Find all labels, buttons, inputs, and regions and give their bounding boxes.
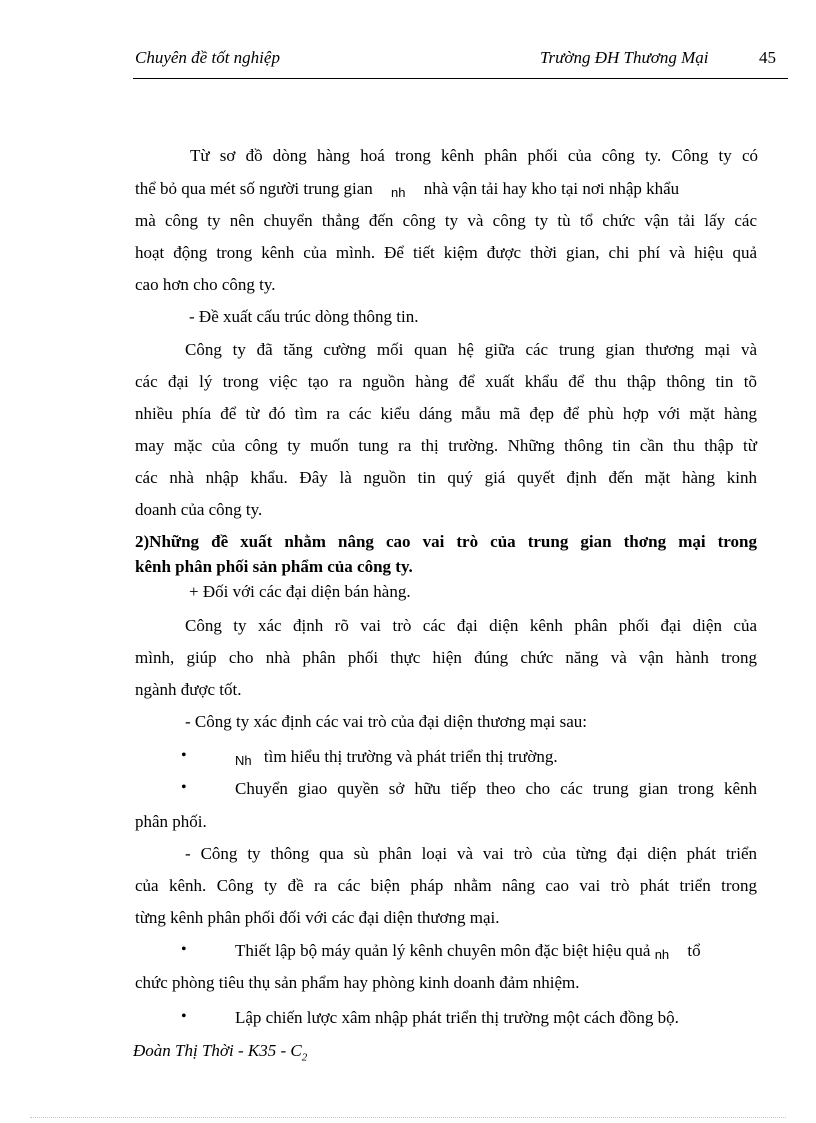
paragraph-3-line-6: doanh của công ty. — [135, 500, 263, 519]
paragraph-1-line-4: hoạt động trong kênh của mình. Để tiết kiệm được thời gian, chi phí và hiệu quả — [135, 243, 757, 262]
section-heading-line-1: 2)Những đề xuất nhằm nâng cao vai trò của trung gian thơng mại trong — [135, 532, 757, 551]
bullet-4-text: Lập chiến lược xâm nhập phát triển thị trường một cách đồng bộ. — [235, 1008, 679, 1027]
bullet-3: • — [181, 941, 187, 958]
paragraph-1-line-2a: thể bỏ qua mét số người trung gian — [135, 179, 373, 198]
paragraph-3-line-5: các nhà nhập khẩu. Đây là nguồn tin quý giá quyết định đến mặt hàng kinh — [135, 468, 757, 487]
footer-subscript: 2 — [301, 1051, 308, 1064]
bullet-3-line-1b: tổ — [687, 941, 701, 960]
page-number: 45 — [759, 48, 776, 67]
nh-subscript: Nh — [235, 753, 252, 768]
paragraph-5-line-3: ngành được tốt. — [135, 680, 242, 699]
paragraph-7-line-3: từng kênh phân phối đối với các đại diện thương mại. — [135, 908, 500, 927]
nh-subscript: nh — [391, 185, 406, 200]
section-heading-line-2: kênh phân phối sản phẩm của công ty. — [135, 557, 413, 576]
paragraph-7-line-2: của kênh. Công ty đề ra các biện pháp nhằm nâng cao vai trò phát triển trong — [135, 876, 757, 895]
bullet-2: • — [181, 779, 187, 796]
proposal-info-flow: - Đề xuất cấu trúc dòng thông tin. — [189, 307, 419, 326]
page-bottom-border — [30, 1117, 786, 1118]
bullet-3-line-1 — [235, 942, 816, 961]
paragraph-3-line-2: các đại lý trong việc tạo ra nguồn hàng để xuất khẩu để thu thập thông tin tõ — [135, 372, 757, 391]
nh-subscript: nh — [654, 947, 670, 962]
paragraph-1-line-3: mà công ty nên chuyển thẳng đến công ty và công ty tù tổ chức vận tải lấy các — [135, 211, 757, 230]
bullet-1: • — [181, 747, 187, 764]
bullet-3-line-2: chức phòng tiêu thụ sản phẩm hay phòng kinh doanh đảm nhiệm. — [135, 973, 580, 992]
header-title-right: Trường ĐH Thương Mại — [540, 48, 709, 67]
paragraph-5-line-2: mình, giúp cho nhà phân phối thực hiện đúng chức năng và vận hành trong — [135, 648, 757, 667]
paragraph-1-line-2b: nhà vận tải hay kho tại nơi nhập khẩu — [423, 179, 680, 198]
bullet-1-text — [235, 748, 816, 767]
paragraph-1-line-5: cao hơn cho công ty. — [135, 275, 276, 294]
paragraph-1-line-1: Từ sơ đồ dòng hàng hoá trong kênh phân phối của công ty. Công ty có — [190, 146, 758, 165]
roles-intro: - Công ty xác định các vai trò của đại diện thương mại sau: — [185, 712, 588, 731]
header-title-left: Chuyên đề tốt nghiệp — [135, 48, 280, 67]
footer-author: Đoàn Thị Thời - K35 - C — [133, 1041, 302, 1060]
page-footer — [133, 1041, 307, 1063]
header-rule — [133, 78, 788, 79]
bullet-2-line-2: phân phối. — [135, 812, 207, 831]
bullet-4: • — [181, 1008, 187, 1025]
bullet-3-line-1a: Thiết lập bộ máy quản lý kênh chuyên môn đặc biệt hiệu quả — [235, 941, 651, 960]
paragraph-3-line-1: Công ty đã tăng cường mối quan hệ giữa các trung gian thương mại và — [185, 340, 757, 359]
paragraph-3-line-3: nhiều phía để từ đó tìm ra các kiểu dáng mẫu mã đẹp để phù hợp với mặt hàng — [135, 404, 757, 423]
bullet-1-body: tìm hiểu thị trường và phát triển thị trường. — [263, 747, 558, 766]
paragraph-7-line-1: - Công ty thông qua sù phân loại và vai trò của từng đại diện phát triển — [185, 844, 757, 863]
paragraph-1-line-2 — [135, 180, 757, 199]
bullet-2-line-1: Chuyển giao quyền sở hữu tiếp theo cho các trung gian trong kênh — [235, 779, 757, 798]
paragraph-3-line-4: may mặc của công ty muốn tung ra thị trường. Những thông tin cần thu thập từ — [135, 436, 757, 455]
paragraph-5-line-1: Công ty xác định rõ vai trò các đại diện kênh phân phối đại diện của — [185, 616, 757, 635]
sales-representatives-subheading: + Đối với các đại diện bán hàng. — [189, 582, 411, 601]
